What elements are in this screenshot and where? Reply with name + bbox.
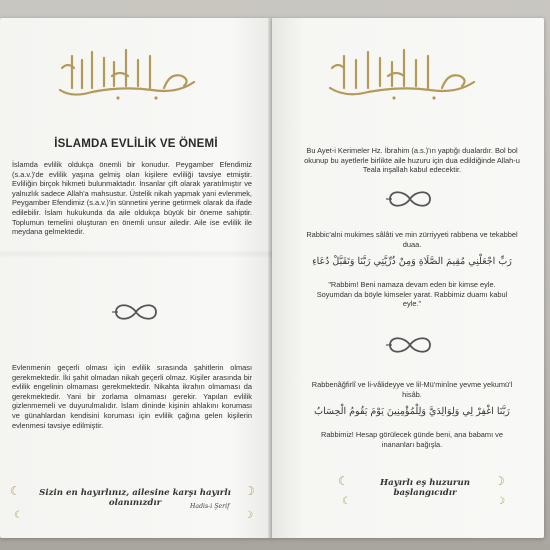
crescent-moon-icon: ☾ [10, 484, 21, 498]
dua-1-meaning: "Rabbim! Beni namaza devam eden bir kimse eyle. Soyumdan da böyle kimseler yarat. Rabbimiz duamı kabul eyle." [316, 280, 508, 309]
left-page [0, 18, 272, 538]
prayers-intro: Bu Ayet-i Kerimeler Hz. İbrahim (a.s.)'ın yaptığı dualardır. Bol bol okunup bu ayetlerle birlikte aile huzuru için dua edildiğinde Allah-u Teala inşallah kabul edecektir. [304, 146, 520, 175]
crescent-moon-icon: ☾ [342, 496, 351, 507]
dua-2-arabic: رَبَّنَا اغْفِرْ لِي وَلِوَالِدَيَّ وَلِلْمُؤْمِنِينَ يَوْمَ يَقُومُ الْحِسَابُ [314, 406, 510, 417]
hadith-quote: Sizin en hayırlınız, ailesine karşı hayırlı olanınızdır [39, 488, 231, 508]
right-page [272, 18, 544, 538]
dua-1-transliteration: Rabbic'alni mukimes sâlâti ve min zürriyyeti rabbena ve tekabbel duaa. [306, 230, 518, 249]
crescent-moon-icon: ☾ [338, 474, 349, 488]
infinity-ornament-icon [384, 334, 436, 361]
bismillah-calligraphy-icon [52, 42, 202, 104]
infinity-ornament-icon [110, 301, 162, 328]
crescent-moon-icon: ☽ [244, 484, 255, 498]
crescent-moon-icon: ☽ [496, 496, 505, 507]
dua-2-transliteration: Rabbenâğfirlî ve li-vâlideyye ve lil-Mü'minîne yevme yekumü'l hisâb. [311, 380, 513, 399]
bismillah-calligraphy-icon [322, 42, 482, 104]
dua-2-meaning: Rabbimiz! Hesap görülecek günde beni, ana babamı ve inananları bağışla. [320, 430, 503, 449]
infinity-ornament-icon [384, 188, 436, 215]
crescent-moon-icon: ☽ [244, 510, 253, 521]
spouse-quote: Hayırlı eş huzurun başlangıcıdır [380, 478, 470, 498]
paragraph-marriage-conditions: Evlenmenin geçerli olması için evlilik sırasında şahitlerin olması gerekmektedir. İki şahit olmadan nikah geçerli olmaz. Kişiler arasında bir evlilik engelinin olmaması gerekmektedir. Nikahta ikrahın olmaması da gerekmektedir. Yani bir zorlama olmaması gerekir. Yapılan evlilik gizlenmemeli ve duyurulmalıdır. İslam dininde kişinin ahlakını koruması ve günahlardan kendisini koruması için evlilik çağına gelen kişilerin evlenmesi tavsiye edilmiştir. [12, 363, 252, 430]
crescent-moon-icon: ☽ [494, 474, 505, 488]
paragraph-islam-marriage: İslamda evlilik oldukça önemli bir konudur. Peygamber Efendimiz (s.a.v.)'de evlilik yaşına gelmiş olan kişilere evliliği tavsiye etmiştir. Evliliğin birçok hikmeti bulunmaktadır. İnsanlar çift olarak yaratılmıştır ve yalnızlık sadece Allah'a mahsustur. Üstelik nikah yapmak yani evlenmek, Peygamber Efendimiz (s.a.v.)'in sünnetini yerine getirmek olarak da ifade edilebilir. İslam hukukunda da aile oldukça büyük bir öneme sahiptir. Toplumun temelini oluşturan en önemli unsur ailedir. Aile ise evlilik ile meydana gelmektedir. [12, 160, 252, 237]
crescent-moon-icon: ☾ [14, 510, 23, 521]
page-title: İSLAMDA EVLİLİK VE ÖNEMİ [54, 138, 218, 150]
dua-1-arabic: رَبِّ اجْعَلْنِي مُقِيمَ الصَّلَاةِ وَمِنْ ذُرِّيَّتِي رَبَّنَا وَتَقَبَّلْ دُعَاءِ [312, 256, 512, 267]
fold-line [0, 250, 272, 258]
hadith-source: Hadis-i Şerif [190, 503, 230, 510]
